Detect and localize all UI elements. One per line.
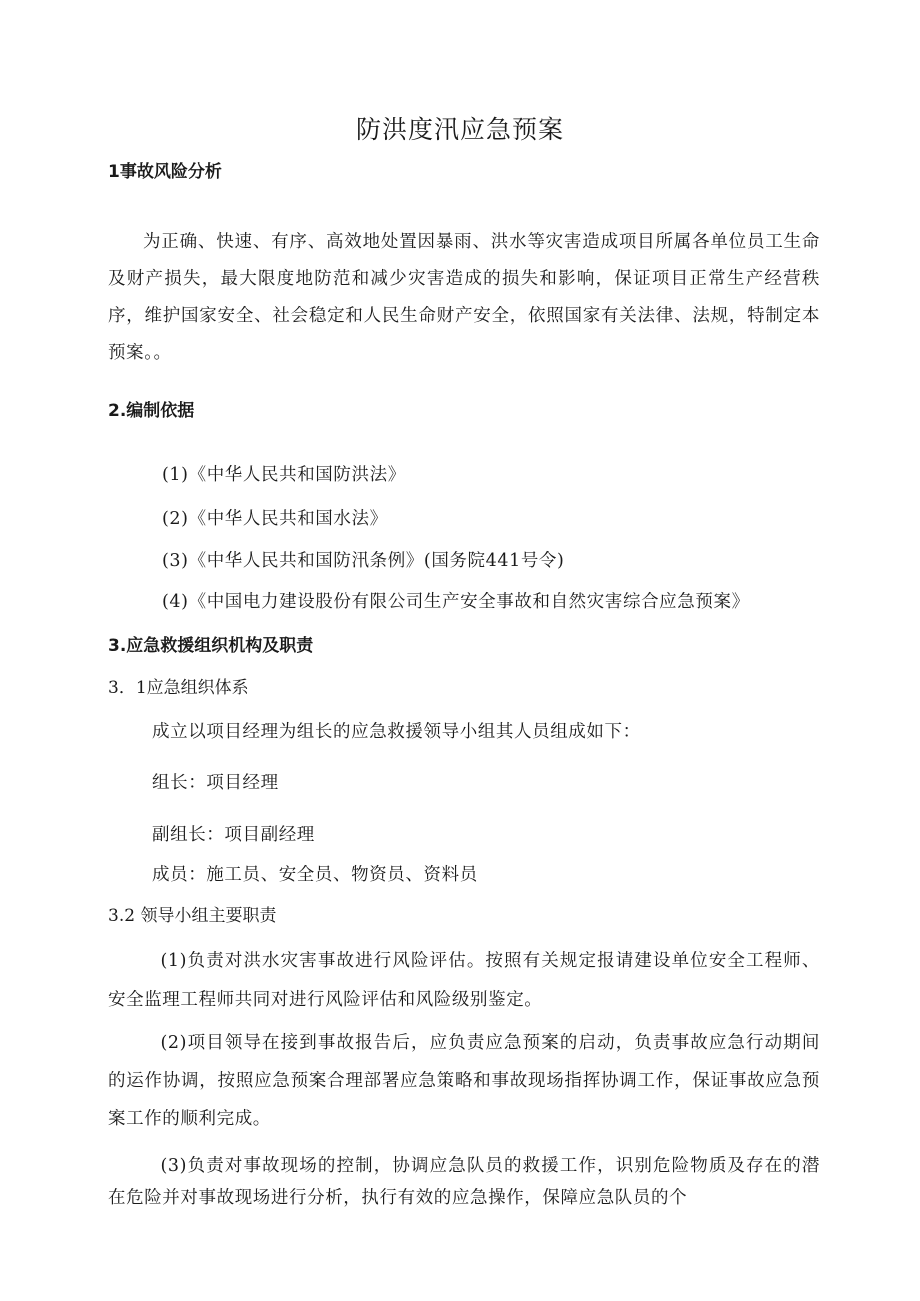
duty-item-1: (1)负责对洪水灾害事故进行风险评估。按照有关规定报请建设单位安全工程师、安全监理工程师共同对进行风险评估和风险级别鉴定。 xyxy=(108,951,820,1010)
organization-intro: 成立以项目经理为组长的应急救援领导小组其人员组成如下： xyxy=(152,722,641,742)
section-3-heading: 3.应急救援组织机构及职责 xyxy=(108,636,314,656)
team-members: 成员：施工员、安全员、物资员、资料员 xyxy=(152,865,478,885)
basis-item-3: (3)《中华人民共和国防汛条例》(国务院441号令) xyxy=(162,551,565,571)
team-leader: 组长：项目经理 xyxy=(152,773,279,793)
basis-item-2: (2)《中华人民共和国水法》 xyxy=(162,509,388,529)
document-title: 防洪度汛应急预案 xyxy=(355,115,564,144)
basis-item-1: (1)《中华人民共和国防洪法》 xyxy=(162,465,406,485)
section-1-heading: 1事故风险分析 xyxy=(108,162,222,182)
duty-item-2: (2)项目领导在接到事故报告后，应负责应急预案的启动，负责事故应急行动期间的运作协调，按照应急预案合理部署应急策略和事故现场指挥协调工作，保证事故应急预案工作的顺利完成。 xyxy=(108,1033,820,1129)
basis-item-4: (4)《中国电力建设股份有限公司生产安全事故和自然灾害综合应急预案》 xyxy=(162,592,750,612)
subsection-3-1-heading: 3．1应急组织体系 xyxy=(108,678,249,698)
section-2-heading: 2.编制依据 xyxy=(108,401,195,421)
subsection-3-2-heading: 3.2 领导小组主要职责 xyxy=(108,906,277,926)
duty-item-3: (3)负责对事故现场的控制，协调应急队员的救援工作，识别危险物质及存在的潜在危险并对事故现场进行分析，执行有效的应急操作，保障应急队员的个 xyxy=(108,1156,820,1208)
section-1-paragraph: 为正确、快速、有序、高效地处置因暴雨、洪水等灾害造成项目所属各单位员工生命及财产损失，最大限度地防范和减少灾害造成的损失和影响，保证项目正常生产经营秩序，维护国家安全、社会稳定和人民生命财产安全，依照国家有关法律、法规，特制定本预案。。 xyxy=(108,232,820,363)
team-deputy-leader: 副组长：项目副经理 xyxy=(152,825,315,845)
